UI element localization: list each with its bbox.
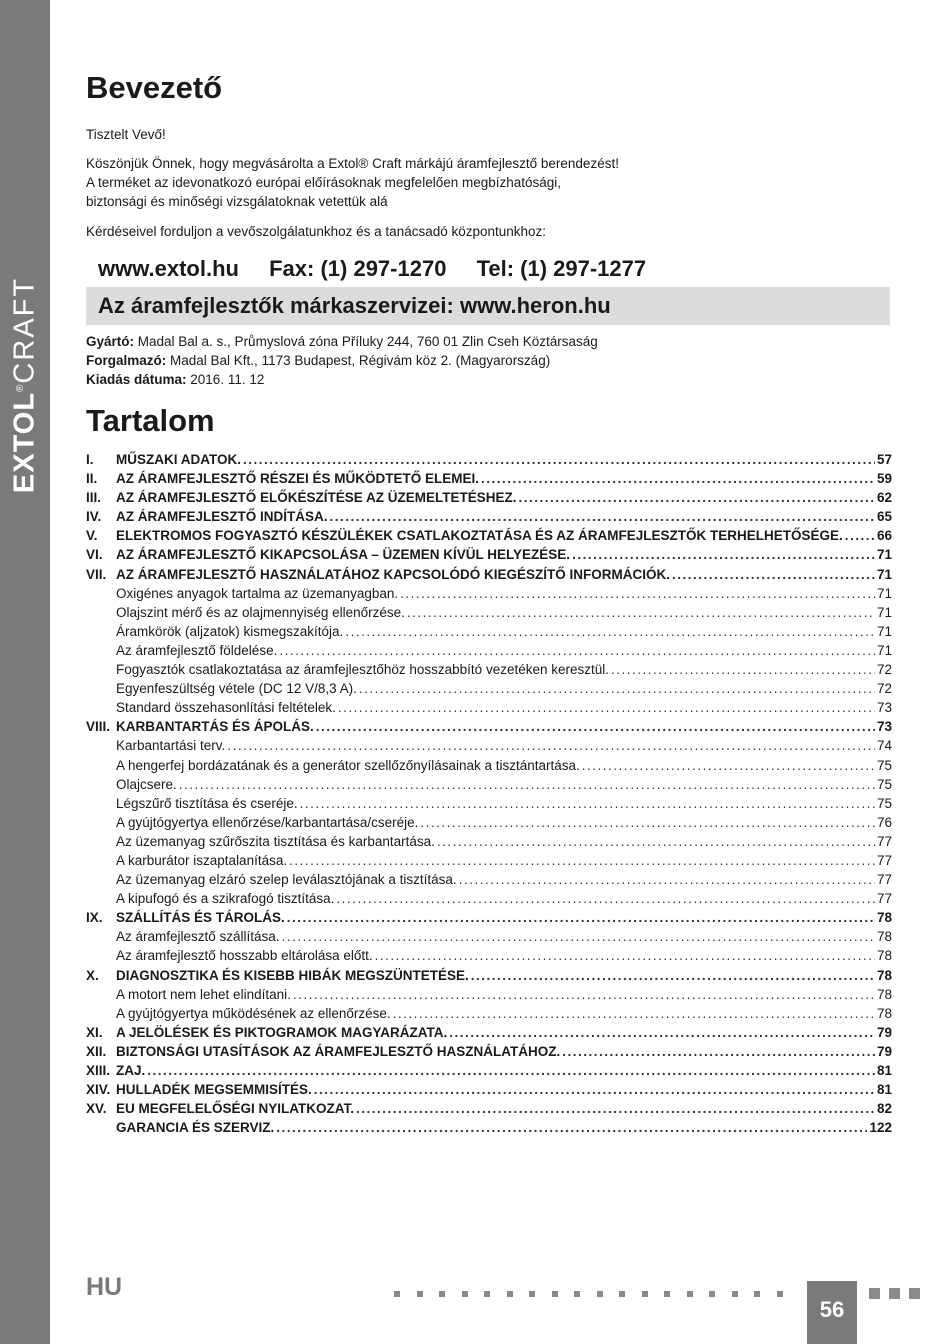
toc-entry-page: 77 [876, 852, 892, 868]
toc-entry-title: Az áramfejlesztő szállítása. [116, 929, 280, 945]
toc-entry[interactable] [86, 509, 892, 528]
manufacturer-label: Gyártó: [86, 334, 135, 349]
contact-line [98, 256, 670, 282]
toc-entry-title: Olajszint mérő és az olajmennyiség ellenőrzése. [116, 604, 405, 620]
toc-entry-title: A JELÖLÉSEK ÉS PIKTOGRAMOK MAGYARÁZATA. [116, 1024, 448, 1040]
toc-leader-dots [471, 968, 875, 983]
dot-decoration [529, 1291, 535, 1297]
toc-entry-title: Karbantartási terv. [116, 738, 226, 754]
toc-entry[interactable] [86, 624, 892, 643]
toc-entry-title: Az üzemanyag elzáró szelep leválasztójának a tisztítása. [116, 872, 457, 888]
manufacturer-value: Madal Bal a. s., Průmyslová zóna Příluky 244, 760 01 Zlin Cseh Köztársaság [134, 334, 598, 349]
toc-entry[interactable] [86, 1101, 892, 1120]
dot-decoration [642, 1291, 648, 1297]
toc-entry[interactable] [86, 968, 892, 987]
toc-heading: Tartalom [86, 403, 215, 438]
dot-decoration [439, 1291, 445, 1297]
toc-leader-dots [356, 1101, 875, 1116]
intro-line: A terméket az idevonatkozó európai előírásoknak megfelelően megbízhatósági, [86, 175, 562, 190]
toc-entry-title: Áramkörök (aljzatok) kismegszakítója. [116, 623, 344, 639]
dot-decoration [597, 1291, 603, 1297]
footer-squares [869, 1288, 929, 1299]
toc-entry-title: MŰSZAKI ADATOK. [116, 452, 241, 467]
contact-prompt: Kérdéseivel forduljon a vevőszolgálatunkhoz és a tanácsadó központunkhoz: [86, 224, 547, 239]
toc-entry[interactable] [86, 547, 892, 566]
dot-decoration [574, 1291, 580, 1297]
toc-entry-title: AZ ÁRAMFEJLESZTŐ RÉSZEI ÉS MŰKÖDTETŐ ELEMEI. [116, 471, 480, 487]
toc-leader-dots [300, 796, 875, 811]
toc-leader-dots [314, 1082, 875, 1097]
toc-entry-number: X. [86, 967, 99, 983]
toc-entry-title: Az áramfejlesztő földelése. [116, 642, 278, 658]
toc-entry-page: 79 [876, 1024, 892, 1040]
toc-leader-dots [287, 910, 875, 925]
toc-leader-dots [336, 891, 875, 906]
toc-entry-page: 81 [876, 1063, 892, 1078]
distributor-line [86, 351, 598, 370]
toc-leader-dots [338, 700, 875, 715]
toc-entry-title: A gyújtógyertya működésének az ellenőrzése. [116, 1005, 391, 1021]
toc-entry-title: Az áramfejlesztő hosszabb eltárolása előtt. [116, 948, 373, 964]
toc-entry-page: 78 [876, 967, 892, 983]
toc-entry-number: I. [86, 452, 94, 467]
toc-leader-dots [345, 624, 875, 639]
toc-leader-dots [481, 471, 875, 486]
toc-entry-title: Egyenfeszültség vétele (DC 12 V/8,3 A). [116, 681, 357, 697]
toc-entry-page: 77 [876, 872, 892, 888]
square-decoration [909, 1288, 920, 1299]
footer-dot-row [394, 1291, 799, 1297]
toc-entry[interactable] [86, 872, 892, 891]
brand-name-light: CRAFT [8, 276, 41, 384]
date-line [86, 370, 598, 389]
toc-entry[interactable] [86, 891, 892, 910]
intro-heading: Bevezető [86, 70, 223, 105]
toc-entry-page: 71 [876, 642, 892, 658]
toc-leader-dots [227, 738, 875, 753]
toc-entry-title: A karburátor iszaptalanítása. [116, 852, 288, 868]
brand-logo [9, 277, 42, 493]
greeting: Tisztelt Vevő! [86, 127, 166, 142]
manufacturer-line [86, 332, 598, 351]
toc-entry-title: A hengerfej bordázatának és a generátor szellőzőnyílásainak a tisztántartása. [116, 757, 580, 773]
toc-leader-dots [437, 834, 875, 849]
toc-leader-dots [572, 547, 875, 562]
toc-leader-dots [562, 1044, 875, 1059]
distributor-value: Madal Bal Kft., 1173 Budapest, Régivám köz 2. (Magyarország) [166, 353, 551, 368]
toc-entry[interactable] [86, 662, 892, 681]
toc-entry-page: 75 [876, 757, 892, 773]
toc-entry-number: VI. [86, 547, 103, 563]
toc-entry[interactable] [86, 471, 892, 490]
dot-decoration [687, 1291, 693, 1297]
toc-entry[interactable] [86, 700, 892, 719]
website-link[interactable]: www.extol.hu [98, 256, 239, 281]
toc-entry[interactable] [86, 681, 892, 700]
toc-entry[interactable] [86, 738, 892, 757]
toc-leader-dots [289, 853, 875, 868]
toc-leader-dots [845, 528, 875, 543]
language-code: HU [86, 1273, 123, 1301]
toc-entry-title: A gyújtógyertya ellenőrzése/karbantartása/cseréje. [116, 814, 419, 830]
toc-entry-page: 77 [876, 833, 892, 849]
toc-entry-title: SZÁLLÍTÁS ÉS TÁROLÁS. [116, 910, 285, 926]
toc-entry[interactable] [86, 853, 892, 872]
toc-leader-dots [375, 948, 875, 963]
toc-leader-dots [420, 815, 875, 830]
toc-leader-dots [179, 777, 875, 792]
toc-entry[interactable] [86, 758, 892, 777]
toc-leader-dots [282, 929, 875, 944]
toc-entry-title: Az üzemanyag szűrőszita tisztítása és karbantartása. [116, 833, 435, 849]
toc-entry-title: AZ ÁRAMFEJLESZTŐ INDÍTÁSA. [116, 509, 328, 525]
toc-entry-title: EU MEGFELELŐSÉGI NYILATKOZAT. [116, 1101, 355, 1117]
toc-entry-number: XII. [86, 1043, 107, 1059]
registered-mark: ® [14, 383, 26, 392]
toc-entry[interactable] [86, 605, 892, 624]
dot-decoration [484, 1291, 490, 1297]
toc-entry-title: AZ ÁRAMFEJLESZTŐ HASZNÁLATÁHOZ KAPCSOLÓDÓ KIEGÉSZÍTŐ INFORMÁCIÓK. [116, 566, 670, 582]
toc-entry-page: 75 [876, 795, 892, 811]
toc-leader-dots [330, 509, 875, 524]
toc-entry-page: 59 [876, 471, 892, 487]
toc-entry-number: XV. [86, 1101, 107, 1117]
toc-entry-page: 77 [876, 891, 892, 907]
toc-entry[interactable] [86, 1082, 892, 1101]
toc-entry-title: Oxigénes anyagok tartalma az üzemanyagban. [116, 585, 399, 601]
toc-entry-title: Standard összehasonlítási feltételek. [116, 700, 336, 716]
toc-entry-page: 62 [876, 490, 892, 506]
toc-entry-title: AZ ÁRAMFEJLESZTŐ ELŐKÉSZÍTÉSE AZ ÜZEMELTETÉSHEZ. [116, 490, 517, 506]
toc-leader-dots [316, 719, 875, 734]
toc-leader-dots [279, 643, 875, 658]
dot-decoration [732, 1291, 738, 1297]
toc-leader-dots [672, 567, 875, 582]
toc-entry-page: 65 [876, 509, 892, 525]
square-decoration [889, 1288, 900, 1299]
fax-number: Fax: (1) 297-1270 [269, 256, 447, 281]
distributor-label: Forgalmazó: [86, 353, 167, 368]
toc-entry[interactable] [86, 987, 892, 1006]
toc-entry-title: BIZTONSÁGI UTASÍTÁSOK AZ ÁRAMFEJLESZTŐ HASZNÁLATÁHOZ. [116, 1043, 561, 1059]
sidebar-band [0, 0, 50, 1344]
toc-entry-page: 75 [876, 776, 892, 792]
toc-entry[interactable] [86, 643, 892, 662]
toc-entry-page: 122 [869, 1120, 892, 1136]
toc-entry[interactable] [86, 1063, 892, 1082]
toc-entry-title: AZ ÁRAMFEJLESZTŐ KIKAPCSOLÁSA – ÜZEMEN KÍVÜL HELYEZÉSE. [116, 547, 571, 563]
toc-leader-dots [611, 662, 875, 677]
dot-decoration [507, 1291, 513, 1297]
toc-leader-dots [293, 987, 875, 1002]
table-of-contents [86, 452, 892, 1139]
toc-entry-page: 66 [876, 528, 892, 544]
toc-entry[interactable] [86, 796, 892, 815]
toc-entry-page: 81 [876, 1082, 892, 1098]
toc-entry-title: A motort nem lehet elindítani. [116, 986, 291, 1002]
dot-decoration [664, 1291, 670, 1297]
toc-entry-title: A kipufogó és a szikrafogó tisztítása. [116, 891, 335, 907]
toc-entry-page: 71 [876, 547, 892, 563]
toc-entry-page: 71 [876, 604, 892, 620]
toc-leader-dots [459, 872, 875, 887]
date-value: 2016. 11. 12 [186, 372, 265, 387]
toc-leader-dots [276, 1120, 867, 1135]
dot-decoration [709, 1291, 715, 1297]
dot-decoration [552, 1291, 558, 1297]
toc-entry[interactable] [86, 586, 892, 605]
toc-entry[interactable] [86, 929, 892, 948]
toc-entry-page: 78 [876, 910, 892, 926]
toc-entry-page: 74 [876, 738, 892, 754]
toc-entry[interactable] [86, 1025, 892, 1044]
toc-entry[interactable] [86, 719, 892, 738]
toc-leader-dots [400, 586, 875, 601]
toc-entry-title: DIAGNOSZTIKA ÉS KISEBB HIBÁK MEGSZÜNTETÉSE. [116, 967, 469, 983]
toc-entry[interactable] [86, 452, 892, 471]
toc-entry[interactable] [86, 528, 892, 547]
toc-entry-title: KARBANTARTÁS ÉS ÁPOLÁS. [116, 719, 314, 735]
toc-entry-number: XIII. [86, 1063, 111, 1078]
toc-leader-dots [359, 681, 875, 696]
toc-leader-dots [449, 1025, 875, 1040]
publisher-info [86, 332, 598, 389]
dot-decoration [754, 1291, 760, 1297]
brand-name-bold: EXTOL [8, 391, 41, 494]
dot-decoration [417, 1291, 423, 1297]
toc-entry[interactable] [86, 1044, 892, 1063]
intro-paragraph [86, 154, 619, 211]
toc-entry[interactable] [86, 777, 892, 796]
toc-entry[interactable] [86, 490, 892, 509]
toc-entry-page: 79 [876, 1043, 892, 1059]
toc-entry-title: ELEKTROMOS FOGYASZTÓ KÉSZÜLÉKEK CSATLAKOZTATÁSA ÉS AZ ÁRAMFEJLESZTŐK TERHELHETŐSÉGE. [116, 528, 843, 544]
toc-entry[interactable] [86, 1006, 892, 1025]
toc-entry-title: Olajcsere. [116, 776, 177, 792]
toc-entry-page: 73 [876, 700, 892, 716]
toc-entry-page: 78 [876, 986, 892, 1002]
toc-entry-page: 82 [876, 1101, 892, 1117]
toc-entry-page: 57 [876, 452, 892, 467]
toc-entry-number: XIV. [86, 1082, 111, 1098]
tel-number: Tel: (1) 297-1277 [476, 256, 647, 281]
date-label: Kiadás dátuma: [86, 372, 187, 387]
dot-decoration [777, 1291, 783, 1297]
toc-entry-title: HULLADÉK MEGSEMMISÍTÉS. [116, 1082, 312, 1098]
toc-entry[interactable] [86, 815, 892, 834]
page-number: 56 [807, 1281, 857, 1344]
toc-entry-page: 78 [876, 1005, 892, 1021]
toc-entry[interactable] [86, 1120, 892, 1139]
toc-leader-dots [582, 758, 875, 773]
intro-line: biztonsági és minőségi vizsgálatoknak vetettük alá [86, 194, 388, 209]
toc-leader-dots [147, 1063, 875, 1078]
dot-decoration [619, 1291, 625, 1297]
toc-entry-page: 76 [876, 814, 892, 830]
toc-entry-number: III. [86, 490, 102, 506]
dot-decoration [394, 1291, 400, 1297]
toc-entry-number: VII. [86, 566, 107, 582]
toc-entry-page: 71 [876, 623, 892, 639]
toc-entry-number: IX. [86, 910, 103, 926]
intro-line: Köszönjük Önnek, hogy megvásárolta a Extol® Craft márkájú áramfejlesztő berendezést! [86, 156, 619, 171]
toc-entry[interactable] [86, 567, 892, 586]
toc-entry-title: Fogyasztók csatlakoztatása az áramfejlesztőhöz hosszabbító vezetéken keresztül. [116, 662, 610, 678]
toc-leader-dots [519, 490, 875, 505]
toc-entry-title: Légszűrő tisztítása és cseréje. [116, 795, 298, 811]
toc-entry-title: GARANCIA ÉS SZERVIZ. [116, 1120, 275, 1136]
toc-entry-title: ZAJ. [116, 1063, 146, 1078]
toc-entry-page: 73 [876, 719, 892, 735]
toc-entry[interactable] [86, 834, 892, 853]
toc-entry-page: 72 [876, 681, 892, 697]
toc-entry-number: XI. [86, 1024, 103, 1040]
toc-entry-number: IV. [86, 509, 102, 525]
toc-entry[interactable] [86, 910, 892, 929]
square-decoration [869, 1288, 880, 1299]
toc-entry-page: 78 [876, 948, 892, 964]
toc-entry-page: 71 [876, 585, 892, 601]
toc-entry-number: II. [86, 471, 98, 487]
toc-entry-page: 71 [876, 566, 892, 582]
toc-leader-dots [243, 452, 875, 467]
toc-entry-number: V. [86, 528, 98, 544]
dot-decoration [462, 1291, 468, 1297]
service-banner: Az áramfejlesztők márkaszervizei: www.heron.hu [86, 287, 890, 325]
toc-entry-number: VIII. [86, 719, 111, 735]
toc-leader-dots [407, 605, 875, 620]
toc-leader-dots [393, 1006, 875, 1021]
toc-entry-page: 72 [876, 662, 892, 678]
toc-entry-page: 78 [876, 929, 892, 945]
toc-entry[interactable] [86, 948, 892, 967]
